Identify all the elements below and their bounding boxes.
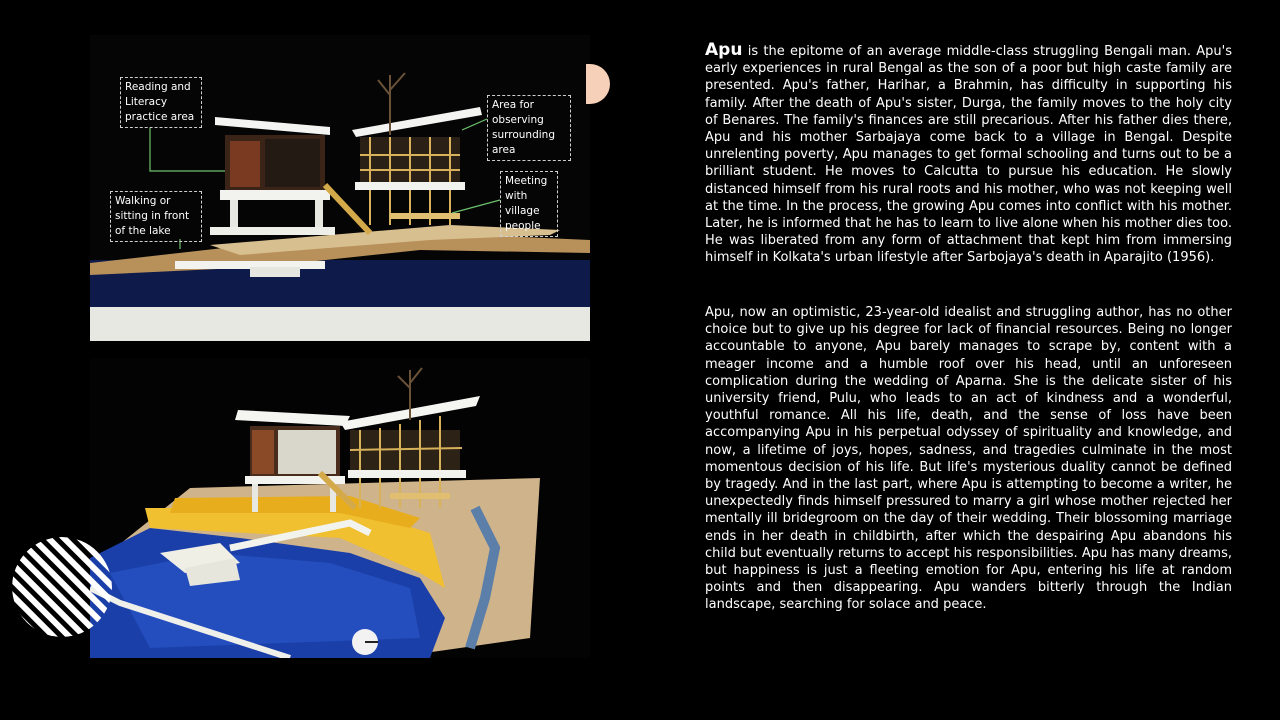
callout-observing-area: Area for observing surrounding area bbox=[487, 95, 571, 161]
decorative-striped-circle bbox=[10, 535, 114, 639]
paragraph-apu-later-life bbox=[705, 304, 1232, 614]
callout-lake-area: Walking or sitting in front of the lake bbox=[110, 191, 202, 242]
decorative-peach-circle bbox=[586, 64, 610, 104]
paragraph-apu-early-life bbox=[705, 42, 1232, 267]
paragraph-2-body: Apu, now an optimistic, 23-year-old idealist and struggling author, has no other choice but to give up his degree for lack of financial resources. Being no longer accountable to anyone, Apu barely manages to scrape by, content with a meager income and a humble roof over his head, until an unforeseen complication during the wedding of Aparna. She is the delicate sister of his university friend, Pulu, who leads to an act of kindness and a wonderful, youthful romance. All his life, death, and the sense of loss have been accompanying Apu in his perpetual odyssey of spirituality and knowledge, and now, a lifetime of joys, hopes, sadness, and tragedies culminate in the most momentous decision of his life. But life's mysterious duality cannot be defined by tragedy. And in the last part, where Apu is attempting to become a writer, he unexpectedly finds himself pressured to marry a girl whose mother rejected her mentally ill bridegroom on the day of their wedding. Their blossoming marriage ends in her death in childbirth, after which the despairing Apu abandons his child but eventually returns to accept his responsibilities. Apu has many dreams, but happiness is just a fleeting emotion for Apu, entering his life at random points and then disappearing. Apu wanders bitterly through the Indian landscape, searching for solace and peace. bbox=[705, 305, 1232, 613]
callout-reading-area: Reading and Literacy practice area bbox=[120, 77, 202, 128]
paragraph-lead-word: Apu bbox=[705, 40, 743, 60]
callout-meeting-area: Meeting with village people bbox=[500, 171, 558, 237]
paragraph-1-body: is the epitome of an average middle-class struggling Bengali man. Apu's early experiences in rural Bengal as the son of a poor but high caste family are presented. Apu's father, Harihar, a Brahmin, has difficulty in supporting his family. After the death of Apu's sister, Durga, the family moves to the holy city of Benares. The family's finances are still precarious. After his father dies there, Apu and his mother Sarbajaya come back to a village in Bengal. Despite unrelenting poverty, Apu manages to get formal schooling and turns out to be a brilliant student. He moves to Calcutta to pursue his education. He slowly distanced himself from his rural roots and his mother, who was not keeping well at the time. In the process, the growing Apu comes into conflict with his mother. Later, he is informed that he has to learn to live alone when his mother dies too. He was liberated from any form of attachment that kept him from immersing himself in Kolkata's urban lifestyle after Sarbojaya's death in Aparajito (1956). bbox=[705, 44, 1232, 266]
model-perspective-illustration bbox=[90, 358, 590, 658]
model-elevation-photo bbox=[90, 35, 590, 341]
model-perspective-photo bbox=[90, 358, 590, 658]
